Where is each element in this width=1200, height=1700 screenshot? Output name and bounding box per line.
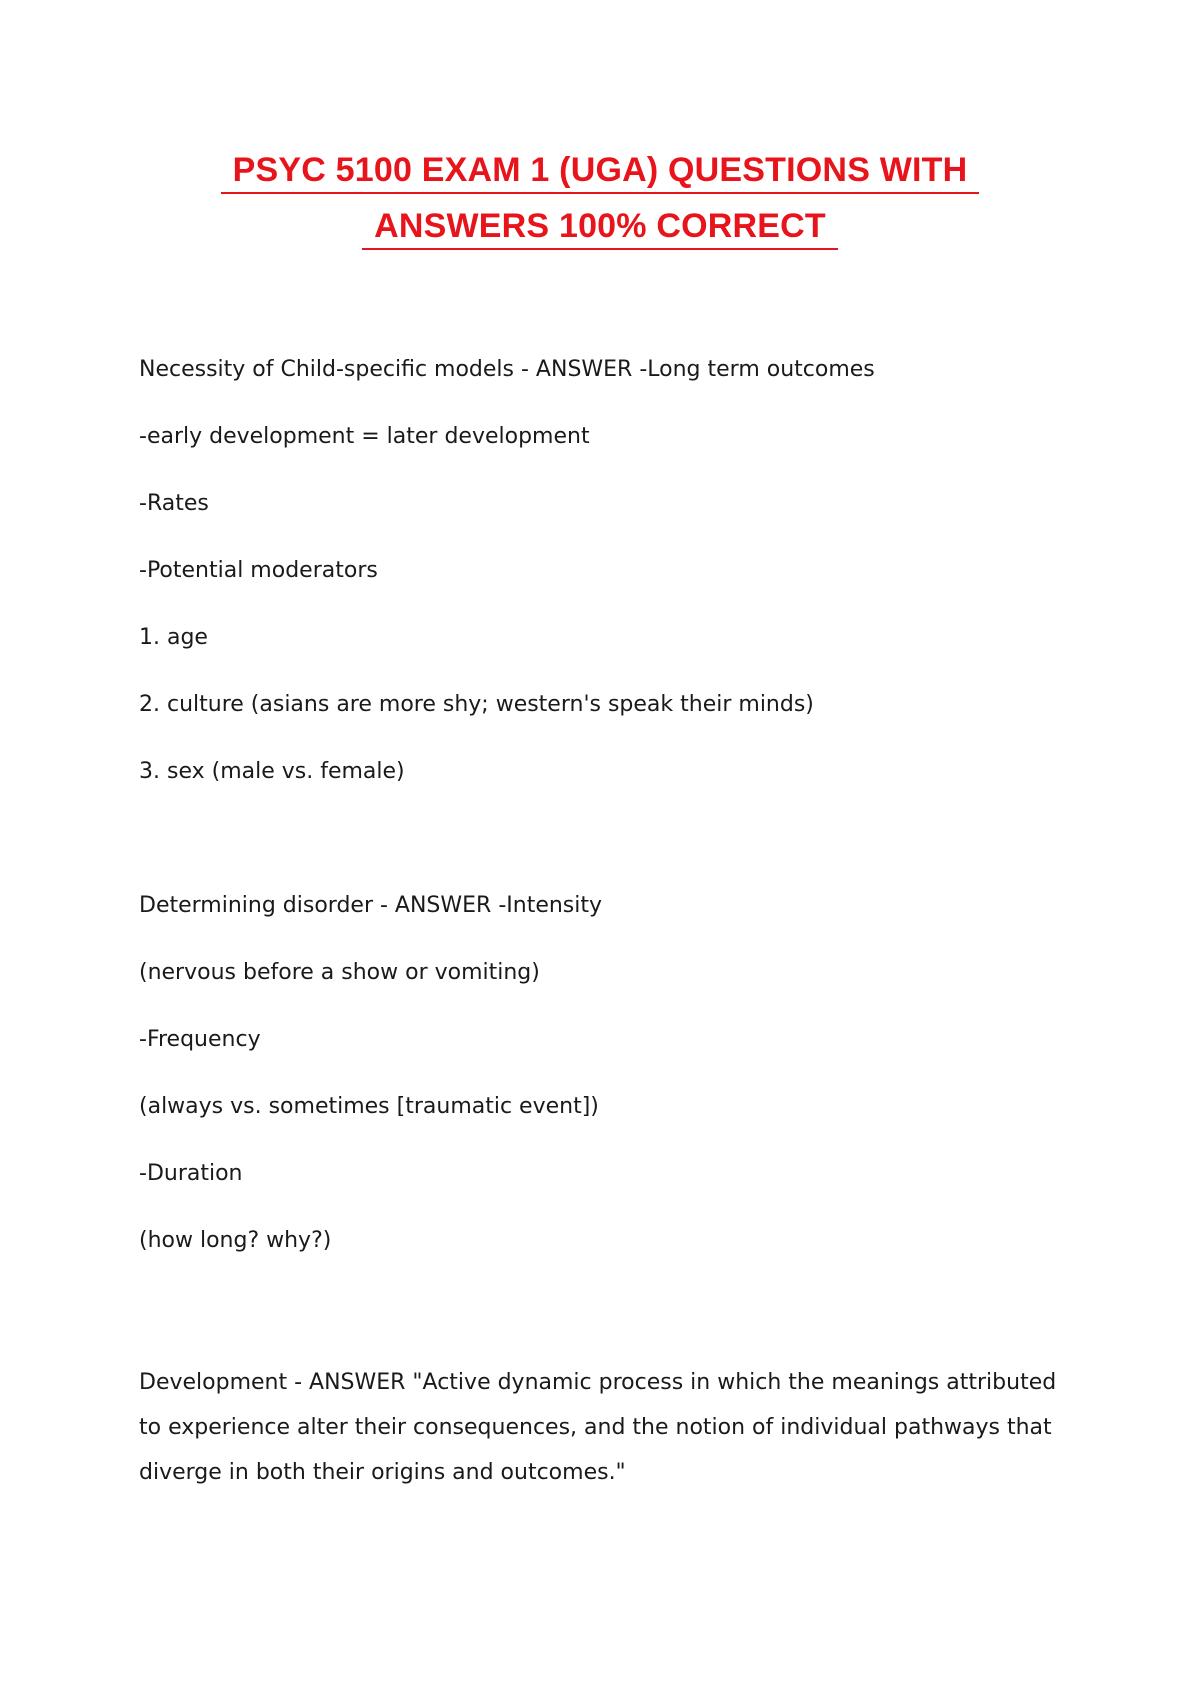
qa-child-specific-models bbox=[139, 355, 1079, 787]
question-line: Necessity of Child-specific models - ANSWER -Long term outcomes bbox=[139, 357, 875, 382]
question-line: Determining disorder - ANSWER -Intensity bbox=[139, 893, 603, 918]
answer-line: (nervous before a show or vomiting) bbox=[139, 960, 540, 985]
answer-line: 3. sex (male vs. female) bbox=[139, 759, 405, 784]
qa-development bbox=[139, 1360, 1079, 1495]
question-paragraph: Development - ANSWER "Active dynamic process in which the meanings attributed to experience alter their consequences, and the notion of individual pathways that diverge in both their origins and outcomes." bbox=[139, 1370, 1057, 1485]
answer-line: 1. age bbox=[139, 625, 208, 650]
document-title bbox=[0, 150, 1200, 262]
answer-line: 2. culture (asians are more shy; western's speak their minds) bbox=[139, 692, 814, 717]
answer-line: -Potential moderators bbox=[139, 558, 378, 583]
document-body bbox=[139, 355, 1079, 1495]
answer-line: -Duration bbox=[139, 1161, 243, 1186]
answer-line: (always vs. sometimes [traumatic event]) bbox=[139, 1094, 599, 1119]
title-line-2: ANSWERS 100% CORRECT bbox=[362, 206, 838, 250]
qa-determining-disorder bbox=[139, 891, 1079, 1256]
answer-line: -Rates bbox=[139, 491, 209, 516]
answer-line: (how long? why?) bbox=[139, 1228, 332, 1253]
title-line-1: PSYC 5100 EXAM 1 (UGA) QUESTIONS WITH bbox=[221, 150, 980, 194]
answer-line: -early development = later development bbox=[139, 424, 590, 449]
block-spacer bbox=[139, 1293, 1079, 1360]
block-spacer bbox=[139, 824, 1079, 891]
answer-line: -Frequency bbox=[139, 1027, 261, 1052]
